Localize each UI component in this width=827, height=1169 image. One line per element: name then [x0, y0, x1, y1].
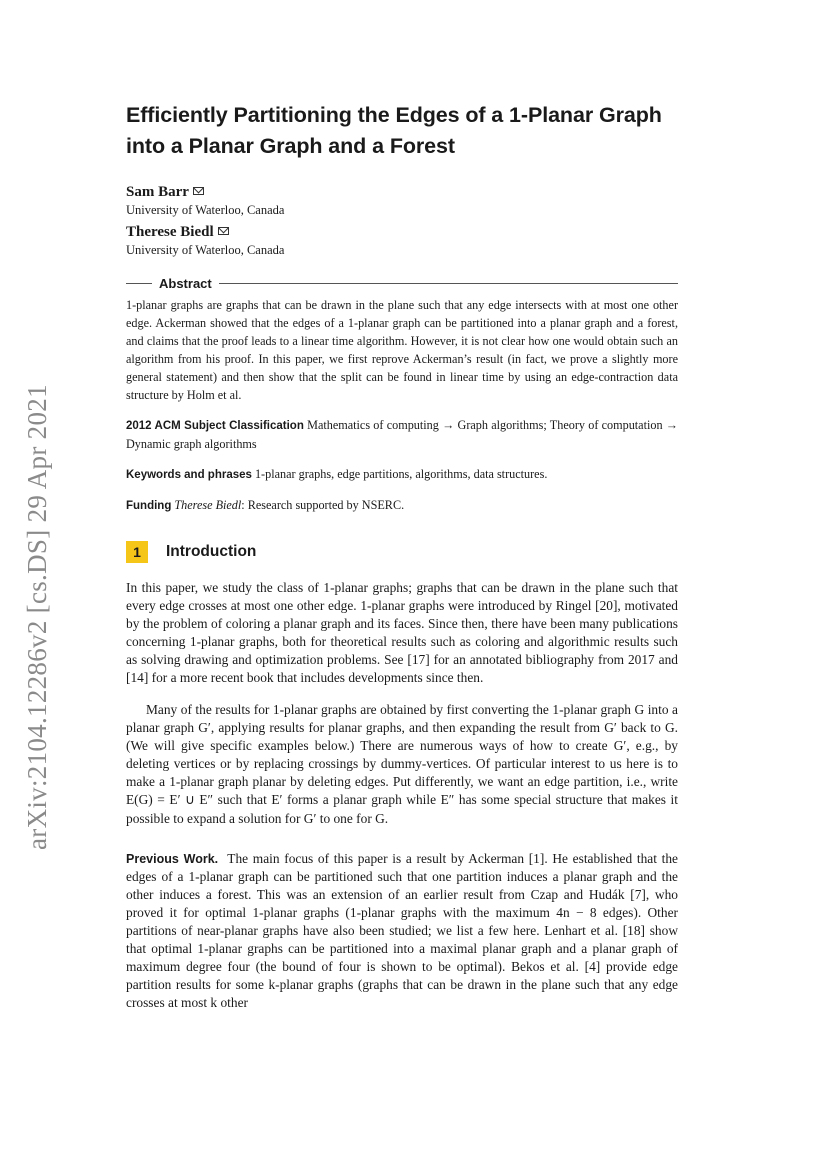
intro-paragraph-1: In this paper, we study the class of 1-planar graphs; graphs that can be drawn in the plane such that every edge crosses at most one other edge. 1-planar graphs were introduced by Ringel [20], motivated by the problem of coloring a planar graph and its faces. Since then, there have been many publications concerning 1-planar graphs, both for theoretical results such as coloring and algorithmic results such as solving drawing and optimization problems. See [17] for an annotated bibliography from 2017 and [14] for a more recent book that includes developments since then. [126, 580, 678, 686]
author-affiliation: University of Waterloo, Canada [126, 203, 285, 217]
author-block [126, 184, 678, 218]
acm-classification-label: 2012 ACM Subject Classification [126, 420, 304, 432]
paper-title: Efficiently Partitioning the Edges of a 1-Planar Graph into a Planar Graph and a Forest [126, 103, 662, 158]
author-affiliation: University of Waterloo, Canada [126, 243, 285, 257]
abstract-text: 1-planar graphs are graphs that can be drawn in the plane such that any edge intersects with at most one other edge. Ackerman showed that the edges of a 1-planar graph can be partitioned into a planar graph and a forest, and claims that the proof leads to a linear time algorithm. However, it is not clear how one would obtain such an algorithm from his proof. In this paper, we first reprove Ackerman’s result (in fact, we prove a slightly more general statement) and then show that the split can be found in linear time by using an edge-contraction data structure by Holm et al. [126, 298, 678, 402]
abstract-label: Abstract [159, 276, 212, 291]
arxiv-identifier-text: arXiv:2104.12286v2 [cs.DS] 29 Apr 2021 [22, 384, 52, 850]
section-number: 1 [126, 541, 148, 563]
funding-text: : Research supported by NSERC. [241, 498, 405, 512]
section-title: Introduction [166, 543, 257, 560]
abstract-rule-left [126, 283, 152, 284]
previous-work-label: Previous Work. [126, 851, 219, 866]
previous-work-paragraph [126, 850, 678, 1013]
funding [126, 496, 678, 515]
section-heading [126, 541, 678, 563]
abstract-heading [126, 276, 678, 291]
paper-page [126, 100, 678, 1026]
funding-label: Funding [126, 500, 172, 512]
abstract-rule-right [219, 283, 678, 284]
funding-name: Therese Biedl [174, 498, 242, 512]
keywords-text: 1-planar graphs, edge partitions, algorithms, data structures. [254, 467, 548, 481]
author-name: Therese Biedl [126, 224, 214, 240]
mail-icon[interactable] [193, 187, 204, 195]
acm-classification-text: Mathematics of computing → Graph algorithms; Theory of computation → Dynamic graph algorithms [126, 418, 678, 451]
keywords-label: Keywords and phrases [126, 469, 252, 481]
author-block [126, 224, 678, 258]
author-name: Sam Barr [126, 184, 189, 200]
keywords [126, 465, 678, 484]
previous-work-text: The main focus of this paper is a result by Ackerman [1]. He established that the edges of a 1-planar graph can be partitioned such that one partition induces a planar graph and the other induces a forest. This was an extension of an earlier result from Czap and Hudák [7], who proved it for optimal 1-planar graphs (1-planar graphs with the maximum 4n − 8 edges). Other partitions of near-planar graphs have also been studied; we list a few here. Lenhart et al. [18] show that optimal 1-planar graphs can be partitioned into a maximal planar graph and a planar graph of maximum degree four (the bound of four is shown to be optimal). Bekos et al. [4] provide edge partition results for some k-planar graphs (graphs that can be drawn in the plane such that any edge crosses at most k other [126, 850, 678, 1011]
intro-paragraph-2: Many of the results for 1-planar graphs are obtained by first converting the 1-planar graph G into a planar graph G′, applying results for planar graphs, and then expanding the result from G′ back to G. (We will give specific examples below.) There are numerous ways of how to create G′, e.g., by deleting vertices or by replacing crossings by dummy-vertices. Of particular interest to us here is to make a 1-planar graph planar by deleting edges. Put differently, we want an edge partition, i.e., write E(G) = E′ ∪ E″ such that E′ forms a planar graph while E″ has some special structure that makes it possible to expand a solution for G′ to one for G. [126, 701, 678, 826]
mail-icon[interactable] [218, 227, 229, 235]
acm-classification [126, 416, 678, 453]
